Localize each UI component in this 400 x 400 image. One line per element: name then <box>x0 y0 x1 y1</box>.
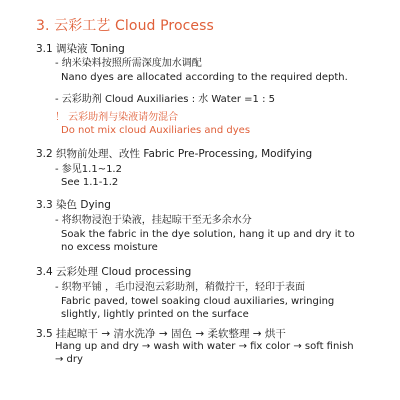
s33-bullet1-cn: - 将织物浸泡于染液，挂起晾干至无多余水分 <box>55 215 252 226</box>
heading-3-4: 3.4 云彩处理 Cloud processing <box>36 266 192 278</box>
s33-bullet1-en: Soak the fabric in the dye solution, hang it up and dry it to no excess moisture <box>61 229 355 253</box>
s32-bullet1-en: See 1.1-1.2 <box>61 177 119 188</box>
s34-bullet1-cn: - 织物平铺 ，毛巾浸泡云彩助剂，稍微拧干，轻印于表面 <box>55 282 305 293</box>
s31-ratio: - 云彩助剂 Cloud Auxiliaries : 水 Water =1 : 5 <box>55 94 275 105</box>
heading-3-1: 3.1 调染液 Toning <box>36 43 125 55</box>
s32-bullet1-cn: - 参见1.1~1.2 <box>55 164 122 175</box>
s31-warning-en: Do not mix cloud Auxiliaries and dyes <box>61 125 251 136</box>
s31-warning-cn: ！ 云彩助剂与染液请勿混合 <box>55 112 179 123</box>
s31-bullet1-cn: - 纳米染料按照所需深度加水调配 <box>55 58 202 69</box>
heading-3-2: 3.2 织物前处理、改性 Fabric Pre-Processing, Modifying <box>36 148 313 160</box>
s31-bullet1-en: Nano dyes are allocated according to the required depth. <box>61 72 348 83</box>
heading-3-3: 3.3 染色 Dying <box>36 199 111 211</box>
section-title: 3. 云彩工艺 Cloud Process <box>36 18 214 34</box>
s34-bullet1-en: Fabric paved, towel soaking cloud auxiliaries, wringing slightly, lightly printed on the surface <box>61 296 335 320</box>
heading-3-5: 3.5 挂起晾干 → 清水洗净 → 固色 → 柔软整理 → 烘干 <box>36 328 286 340</box>
s35-en: Hang up and dry → wash with water → fix color → soft finish → dry <box>55 341 354 365</box>
